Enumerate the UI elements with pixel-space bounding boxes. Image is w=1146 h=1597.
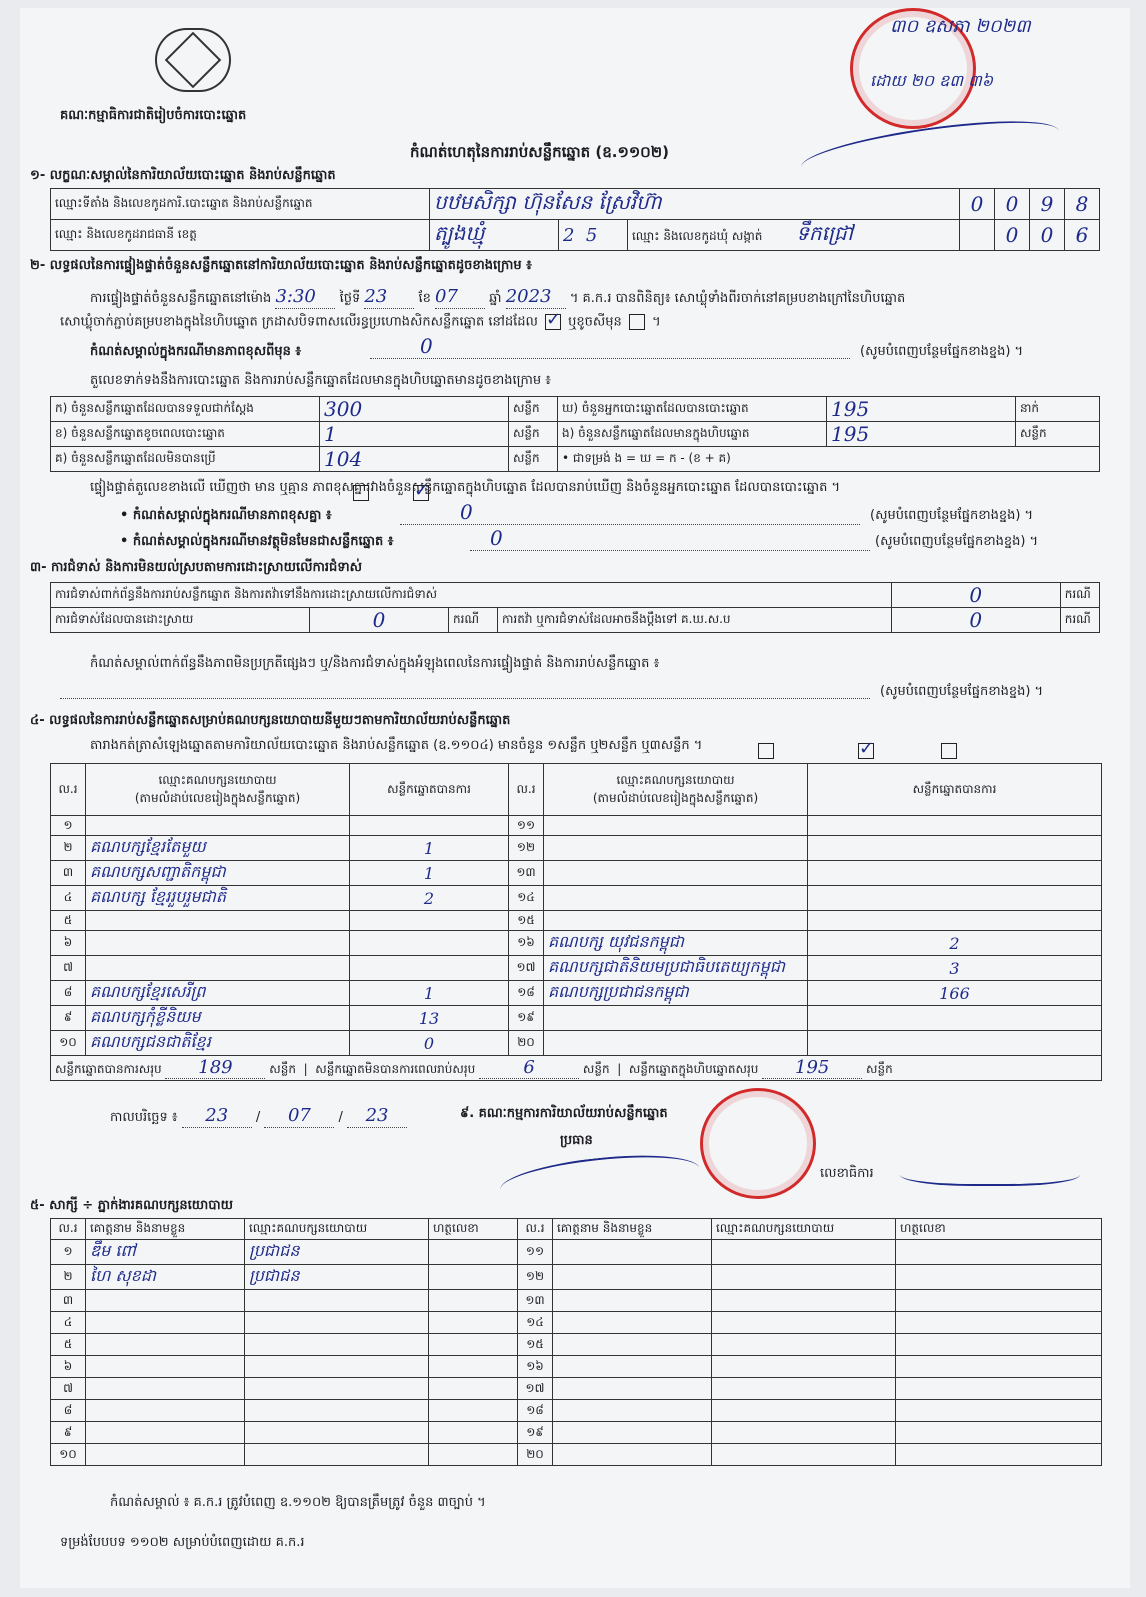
s1-code-digit: 9 xyxy=(1040,192,1054,216)
s2-compare-line xyxy=(90,480,840,496)
s2-year: 2023 xyxy=(506,286,566,309)
witness-party xyxy=(245,1400,429,1422)
witness-party xyxy=(712,1334,896,1356)
row-number-text: ២០ xyxy=(526,1446,544,1461)
row-number xyxy=(518,1334,553,1356)
witness-party xyxy=(245,1312,429,1334)
row-number-text: ៣ xyxy=(62,1292,74,1307)
row-number-text: ១៦ xyxy=(526,1358,544,1373)
party-name: គណបក្សខ្មែរសេរីព្រ xyxy=(90,982,206,1001)
s1-pcode-digit: 2 xyxy=(563,224,575,246)
s1-commune-label: ឈ្មោះ និងលេខកូដឃុំ សង្កាត់ xyxy=(632,229,763,243)
witness-signature xyxy=(429,1356,518,1378)
s4-h-party: ឈ្មោះគណបក្សនយោបាយ xyxy=(158,772,277,787)
s2-row-label: ខ) ចំនួនសន្លឹកឆ្នោតខូចពេលបោះឆ្នោត xyxy=(51,422,320,447)
s2-day: 23 xyxy=(364,286,414,309)
witness-party xyxy=(245,1265,429,1290)
table-row xyxy=(51,1334,1102,1356)
s2-line2-text: សោឃ្លុំចាក់ភ្ជាប់គម្របខាងក្នុងនៃហិបឆ្នោត ក្រដាសបិទពាសលើរន្ធប្រហោងសិកសន្លឹកឆ្នោត នៅដដែល xyxy=(60,314,538,330)
row-number xyxy=(51,1265,86,1290)
table-row xyxy=(51,1265,1102,1290)
s2-row-b xyxy=(51,422,1100,447)
s3-r2-value: 0 xyxy=(372,608,386,632)
table-row xyxy=(51,861,1102,886)
witness-name xyxy=(86,1356,245,1378)
row-number xyxy=(518,1290,553,1312)
row-number: ១៨ xyxy=(517,985,535,999)
row-number xyxy=(518,1378,553,1400)
s4-date-label: កាលបរិច្ឆេទ ៖ xyxy=(110,1110,178,1125)
row-number-text: ១០ xyxy=(59,1446,77,1461)
party-name: គណបក្សប្រជាជនកម្ពុជា xyxy=(548,982,689,1001)
row-number-text: ១៣ xyxy=(525,1292,545,1307)
s3-note-line xyxy=(60,698,870,699)
s4-title: ៤- លទ្ធផលនៃការរាប់សន្លឹកឆ្នោតសម្រាប់គណបក្សនយោបាយនីមួយៗតាមការិយាល័យរាប់សន្លឹកឆ្នោត xyxy=(30,713,511,728)
s2-row-label: ក) ចំនួនសន្លឹកឆ្នោតដែលបានទទួលជាក់ស្តែង xyxy=(51,397,320,422)
row-number xyxy=(51,1378,86,1400)
witness-name xyxy=(553,1265,712,1290)
witness-signature xyxy=(896,1334,1102,1356)
witness-name xyxy=(553,1400,712,1422)
table-row xyxy=(51,956,1102,981)
s1-ccode-digit: 6 xyxy=(1075,223,1089,247)
s4-total-invalid: 6 xyxy=(479,1057,579,1079)
s2-day-label: ថ្ងៃទី xyxy=(339,291,361,306)
witness-signature xyxy=(429,1378,518,1400)
table-row xyxy=(51,1240,1102,1265)
row-number xyxy=(518,1400,553,1422)
witness-signature xyxy=(896,1444,1102,1466)
s4-date-year: 23 xyxy=(347,1105,407,1128)
witness-signature xyxy=(429,1422,518,1444)
s4-total-invalid-label: សន្លឹកឆ្នោតមិនបានការពេលរាប់សរុប xyxy=(315,1062,476,1076)
s2-formula: • ជាទម្រង់ ង = ឃ = ក - (ខ + គ) xyxy=(558,447,1100,472)
s3-r2-label: ការជំទាស់ដែលបានដោះស្រាយ xyxy=(51,608,310,633)
s2-fill-hint-2: (សូមបំពេញបន្ថែមផ្នែកខាងខ្នង) ។ xyxy=(870,508,1034,523)
row-number xyxy=(518,1422,553,1444)
row-number-text: ២ xyxy=(63,1269,73,1283)
s2-title: ២- លទ្ធផលនៃការផ្ទៀងផ្ទាត់ចំនួនសន្លឹកឆ្នោតនៅការិយាល័យបោះឆ្នោត និងរាប់សន្លឹកឆ្នោតដូចខាងក្រោម ៖ xyxy=(30,258,532,273)
s4-h-votes: សន្លឹកឆ្នោតបានការ xyxy=(350,764,509,816)
witness-signature xyxy=(429,1290,518,1312)
s1-ccode-digit: 0 xyxy=(1005,223,1019,247)
s1-pcode-digit: 5 xyxy=(585,224,598,246)
vote-count: 1 xyxy=(423,983,435,1003)
s2-note-line xyxy=(370,358,850,359)
s2-row-label: គ) ចំនួនសន្លឹកឆ្នោតដែលមិនបានប្រើ xyxy=(51,447,320,472)
row-number xyxy=(518,1356,553,1378)
witness-name xyxy=(553,1290,712,1312)
row-number xyxy=(51,1290,86,1312)
witness-party xyxy=(712,1356,896,1378)
table-row xyxy=(51,836,1102,861)
s4-intro: តារាងកត់ត្រាសំឡេងឆ្នោតតាមការិយាល័យបោះឆ្នោត និងរាប់សន្លឹកឆ្នោត (ឧ.១១០៤) មានចំនួន ១សន្លឹក ឬ២សន្លឹក ឬ៣សន្លឹក ។ xyxy=(90,738,703,753)
s3-fill-hint: (សូមបំពេញបន្ថែមផ្នែកខាងខ្នង) ។ xyxy=(880,684,1044,699)
s2-month: 07 xyxy=(435,286,485,309)
witness-name xyxy=(553,1356,712,1378)
s3-unit: ករណី xyxy=(1060,608,1099,633)
s4-total-box: 195 xyxy=(762,1057,862,1079)
vote-count: 166 xyxy=(939,983,970,1003)
s2-row-unit: នាក់ xyxy=(1016,397,1100,422)
witness-party xyxy=(245,1356,429,1378)
s3-unit: ករណី xyxy=(449,608,498,633)
stamp-date-1: ៣០ ឧសភា ២០២៣ xyxy=(890,16,1031,37)
witness-name xyxy=(86,1378,245,1400)
row-number: ៦ xyxy=(63,935,73,949)
vote-count: 3 xyxy=(949,958,960,978)
witness-name xyxy=(553,1240,712,1265)
s2-note-value: 0 xyxy=(420,334,433,358)
row-number-text: ៦ xyxy=(63,1358,73,1373)
s2-intro: តួលេខទាក់ទងនឹងការបោះឆ្នោត និងការរាប់សន្លឹកឆ្នោតដែលមានក្នុងហិបឆ្នោតមានដូចខាងក្រោម ៖ xyxy=(90,373,551,388)
row-number-text: ៤ xyxy=(63,1314,73,1329)
row-number: ២០ xyxy=(517,1035,535,1049)
row-number-text: ១២ xyxy=(525,1269,545,1283)
witness-party xyxy=(245,1444,429,1466)
row-number xyxy=(51,1334,86,1356)
damaged-checkbox[interactable] xyxy=(629,314,645,330)
s2-bullet1-value: 0 xyxy=(460,500,473,524)
witness-name xyxy=(86,1265,245,1290)
row-number-text: ១១ xyxy=(525,1244,545,1258)
s3-unit: ករណី xyxy=(1060,583,1099,608)
s2-bullet2-line xyxy=(470,550,870,551)
row-number: ៨ xyxy=(63,985,73,999)
s2-bullet1-line xyxy=(400,524,860,525)
s4-total-box-label: សន្លឹកឆ្នោតក្នុងហិបឆ្នោតសរុប xyxy=(628,1062,759,1076)
s4-h-no: ល.រ xyxy=(51,764,86,816)
s4-h-no: ល.រ xyxy=(509,764,544,816)
row-number: ៣ xyxy=(62,865,74,879)
table-row xyxy=(51,1356,1102,1378)
s5-h-sig: ហត្ថលេខា xyxy=(896,1219,1102,1240)
table-row xyxy=(51,1031,1102,1056)
row-number: ៧ xyxy=(63,960,73,974)
vote-count: 2 xyxy=(423,888,435,908)
row-number: ១១ xyxy=(516,817,536,832)
s2-row-label: ង) ចំនួនសន្លឹកឆ្នោតដែលមានក្នុងហិបឆ្នោត xyxy=(558,422,827,447)
party-name: គណបក្សជនជាតិខ្មែរ xyxy=(90,1032,211,1051)
table-row xyxy=(51,1378,1102,1400)
s2-row-label: ឃ) ចំនួនអ្នកបោះឆ្នោតដែលបានបោះឆ្នោត xyxy=(558,397,827,422)
row-number-text: ១៥ xyxy=(526,1336,544,1351)
row-number-text: ៨ xyxy=(63,1402,73,1417)
s2-row-value: 104 xyxy=(324,447,363,471)
row-number xyxy=(51,1240,86,1265)
s2-bullet1: • កំណត់សម្គាល់ក្នុងករណីមានភាពខុសគ្នា ៖ xyxy=(120,508,332,523)
witness-name xyxy=(86,1240,245,1265)
table-row xyxy=(51,1006,1102,1031)
witness-party-text: ប្រជាជន xyxy=(249,1266,300,1285)
s5-h-name: គោត្តនាម និងនាមខ្លួន xyxy=(86,1219,245,1240)
s1-table xyxy=(50,188,1100,251)
s2-row-value: 195 xyxy=(831,422,870,446)
s1-code-digit: 0 xyxy=(970,192,984,216)
s2-bullet2-value: 0 xyxy=(490,526,503,550)
row-number: ១៣ xyxy=(516,865,536,879)
row-number-text: ១ xyxy=(63,1244,73,1258)
s3-r1-label: ការជំទាស់ពាក់ព័ន្ធនឹងការរាប់សន្លឹកឆ្នោត និងការតវ៉ាទៅនឹងការដោះស្រាយលើការជំទាស់ xyxy=(51,583,892,608)
row-number xyxy=(51,1444,86,1466)
s5-h-party: ឈ្មោះគណបក្សនយោបាយ xyxy=(712,1219,896,1240)
s4-date: កាលបរិច្ឆេទ ៖ 23 / 07 / 23 xyxy=(110,1105,407,1128)
s4-date-day: 23 xyxy=(182,1105,252,1128)
witness-signature xyxy=(429,1312,518,1334)
s2-line1 xyxy=(90,286,905,309)
one-sheet-checkbox[interactable] xyxy=(755,740,777,759)
s2-row-unit: សន្លឹក xyxy=(509,397,558,422)
witness-signature xyxy=(896,1290,1102,1312)
footer-form: ទម្រង់បែបបទ ១១០២ សម្រាប់បំពេញដោយ គ.ក.រ xyxy=(60,1535,305,1550)
table-row xyxy=(51,1444,1102,1466)
table-row xyxy=(51,1400,1102,1422)
table-row xyxy=(51,931,1102,956)
row-number xyxy=(51,1400,86,1422)
three-sheet-checkbox[interactable] xyxy=(938,740,960,759)
table-row xyxy=(51,1312,1102,1334)
row-number: ២ xyxy=(63,840,73,854)
witness-name xyxy=(553,1312,712,1334)
witness-name xyxy=(553,1444,712,1466)
row-number: ១៧ xyxy=(516,960,536,974)
witness-party xyxy=(245,1378,429,1400)
row-number-text: ៥ xyxy=(63,1336,73,1351)
witness-party xyxy=(712,1290,896,1312)
s1-row1-label: ឈ្មោះទីតាំង និងលេខកូដការិ.បោះឆ្នោត និងរាប់សន្លឹកឆ្នោត xyxy=(51,189,430,220)
row-number: ១៦ xyxy=(517,935,535,949)
party-name: គណបក្ស ខ្មែររួបរួមជាតិ xyxy=(90,887,227,906)
row-number: ១៤ xyxy=(517,890,535,904)
s2-row-value: 1 xyxy=(324,422,337,446)
vote-count: 1 xyxy=(423,838,435,858)
row-number-text: ១៧ xyxy=(525,1380,545,1395)
org-name: គណៈកម្មាធិការជាតិរៀបចំការបោះឆ្នោត xyxy=(60,108,247,123)
s2-bullet2: • កំណត់សម្គាល់ក្នុងករណីមានវត្ថុមិនមែនជាសន្លឹកឆ្នោត ៖ xyxy=(120,534,394,549)
s1-title: ១- លក្ខណៈសម្គាល់នៃការិយាល័យបោះឆ្នោត និងរាប់សន្លឹកឆ្នោត xyxy=(30,168,336,183)
row-number: ៥ xyxy=(63,912,73,927)
s5-h-sig: ហត្ថលេខា xyxy=(429,1219,518,1240)
s4-total-valid: 189 xyxy=(165,1057,265,1079)
witness-party xyxy=(245,1240,429,1265)
row-number: ១៩ xyxy=(517,1010,535,1024)
party-name: គណបក្សសញ្ជាតិកម្ពុជា xyxy=(90,862,226,881)
s5-h-no: ល.រ xyxy=(518,1219,553,1240)
row-number: ១០ xyxy=(59,1035,77,1049)
s2-row-value: 300 xyxy=(324,397,363,421)
row-number: ៩ xyxy=(63,1010,73,1024)
witness-signature xyxy=(896,1356,1102,1378)
row-number xyxy=(518,1444,553,1466)
s2-row-unit: សន្លឹក xyxy=(509,422,558,447)
s3-r2b-label: ការតវ៉ា ឬការជំទាស់ដែលអាចនឹងប្តឹងទៅ គ.ឃ.ស.ប xyxy=(498,608,892,633)
s5-title: ៥- សាក្សី ÷ ភ្នាក់ងារគណបក្សនយោបាយ xyxy=(30,1198,233,1213)
s4-committee: ៩. គណៈកម្មការការិយាល័យរាប់សន្លឹកឆ្នោត xyxy=(460,1106,668,1121)
nec-emblem-icon xyxy=(155,28,231,92)
row-number xyxy=(518,1312,553,1334)
witness-name xyxy=(86,1400,245,1422)
witness-name xyxy=(553,1334,712,1356)
witness-signature xyxy=(429,1400,518,1422)
s3-r1-value: 0 xyxy=(969,583,983,607)
s2-row-value: 195 xyxy=(831,397,870,421)
row-number xyxy=(518,1265,553,1290)
has-difference-checkbox[interactable] xyxy=(350,482,372,501)
s4-total-valid-label: សន្លឹកឆ្នោតបានការសរុប xyxy=(55,1062,162,1076)
witness-signature xyxy=(429,1265,518,1290)
chair-signature xyxy=(498,1148,701,1211)
s1-code-digit: 0 xyxy=(1005,192,1019,216)
row-number-text: ៧ xyxy=(63,1380,73,1395)
s2-row-unit: សន្លឹក xyxy=(509,447,558,472)
witness-name xyxy=(86,1422,245,1444)
s4-h-party2: (តាមលំដាប់លេខរៀងក្នុងសន្លឹកឆ្នោត) xyxy=(134,790,301,805)
table-row xyxy=(51,1290,1102,1312)
footer-note: កំណត់សម្គាល់ ៖ គ.ក.រ ត្រូវបំពេញ ឧ.១១០២ ឱ្យបានត្រឹមត្រូវ ចំនួន ៣ច្បាប់ ។ xyxy=(110,1495,486,1510)
witness-name xyxy=(553,1422,712,1444)
row-number-text: ១៤ xyxy=(526,1314,544,1329)
s3-note: កំណត់សម្គាល់ពាក់ព័ន្ធនឹងភាពមិនប្រក្រតីផ្សេងៗ ឬ/និងការជំទាស់ក្នុងអំឡុងពេលនៃការផ្ទៀងផ្ទាត់ និងការរាប់សន្លឹកឆ្នោត ៖ xyxy=(90,656,660,671)
s2-line1-b: ។ គ.ក.រ បានពិនិត្យ៖ សោឃ្លុំទាំងពីរចាក់នៅគម្របខាងក្រៅនៃហិបឆ្នោត xyxy=(569,291,906,306)
chair-label: ប្រធាន xyxy=(560,1133,593,1148)
witness-party xyxy=(712,1312,896,1334)
s3-title: ៣- ការជំទាស់ និងការមិនយល់ស្របតាមការដោះស្រាយលើការជំទាស់ xyxy=(30,560,362,575)
table-row xyxy=(51,816,1102,836)
s1-row2-label: ឈ្មោះ និងលេខកូដរាជធានី ខេត្ត xyxy=(51,220,430,251)
witness-party-text: ប្រជាជន xyxy=(249,1241,300,1260)
s5-witness-table xyxy=(50,1218,1102,1466)
s2-row-unit: សន្លឹក xyxy=(1016,422,1100,447)
witness-signature xyxy=(896,1240,1102,1265)
witness-party xyxy=(245,1290,429,1312)
witness-signature xyxy=(429,1334,518,1356)
s1-ccode-digit: 0 xyxy=(1040,223,1054,247)
table-row xyxy=(51,911,1102,931)
s5-h-name: គោត្តនាម និងនាមខ្លួន xyxy=(553,1219,712,1240)
s2-month-label: ខែ xyxy=(418,291,431,306)
party-name: គណបក្សកុំខ្លីនិយម xyxy=(90,1007,201,1026)
stamp-date-2: ដោយ ២០ ឧ៣ ៣៦ xyxy=(870,71,994,90)
vote-count: 0 xyxy=(423,1033,435,1053)
s4-h-votes: សន្លឹកឆ្នោតបានការ xyxy=(808,764,1102,816)
witness-party xyxy=(245,1334,429,1356)
witness-signature xyxy=(429,1444,518,1466)
s4-votes-table xyxy=(50,763,1102,1081)
red-seal-bottom xyxy=(700,1088,816,1199)
row-number-text: ១៩ xyxy=(526,1424,544,1439)
intact-checkbox[interactable] xyxy=(545,314,561,330)
witness-signature xyxy=(896,1422,1102,1444)
party-name: គណបក្សខ្មែរតែមួយ xyxy=(90,837,206,856)
s1-code-digit: 8 xyxy=(1075,192,1089,216)
witness-name-text: ឌឹម ពៅ xyxy=(90,1241,136,1260)
s2-year-label: ឆ្នាំ xyxy=(489,291,502,306)
table-row xyxy=(51,981,1102,1006)
row-number xyxy=(518,1240,553,1265)
witness-name xyxy=(86,1290,245,1312)
s2-line1-a: ការផ្ទៀងផ្ទាត់ចំនួនសន្លឹកឆ្នោតនៅម៉ោង xyxy=(90,291,272,306)
witness-name-text: ហៃ សុខដា xyxy=(90,1266,157,1285)
s2-fill-hint: (សូមបំពេញបន្ថែមផ្នែកខាងខ្នង) ។ xyxy=(860,344,1024,359)
witness-party xyxy=(712,1422,896,1444)
witness-party xyxy=(712,1444,896,1466)
s2-intact-label: ឬខូចសីមុន xyxy=(568,314,622,330)
witness-name xyxy=(553,1378,712,1400)
s2-line2: សោឃ្លុំចាក់ភ្ជាប់គម្របខាងក្នុងនៃហិបឆ្នោត ក្រដាសបិទពាសលើរន្ធប្រហោងសិកសន្លឹកឆ្នោត នៅដដែល ✓ ឬខូចសីមុន ។ xyxy=(60,314,661,330)
row-number: ១៥ xyxy=(517,912,535,927)
row-number-text: ១៨ xyxy=(526,1402,544,1417)
s1-station-name: បឋមសិក្សា ហ៊ុនសែន ស្រែវិហ៊ា xyxy=(434,190,662,214)
secretary-signature xyxy=(900,1158,1080,1186)
witness-party xyxy=(712,1240,896,1265)
witness-name xyxy=(86,1444,245,1466)
s1-commune: ទឹកជ្រៅ xyxy=(796,221,853,245)
s2-figures-table xyxy=(50,396,1100,472)
s4-unit: សន្លឹក xyxy=(582,1062,610,1076)
s2-compare-text: ផ្ទៀងផ្ទាត់តួលេខខាងលើ ឃើញថា មាន ឬគ្មាន ភាពខុសគ្នារវាងចំនួនសន្លឹកឆ្នោតក្នុងហិបឆ្នោត ដែលបានរាប់ឃើញ និងចំនួនអ្នកបោះឆ្នោត ដែលបានបោះឆ្នោត ។ xyxy=(90,480,841,495)
witness-name xyxy=(86,1312,245,1334)
s3-r2b-value: 0 xyxy=(969,608,983,632)
s2-note-label: កំណត់សម្គាល់ក្នុងករណីមានភាពខុសពីមុន ៖ xyxy=(90,344,302,359)
row-number: ១ xyxy=(63,817,73,832)
s4-unit: សន្លឹក xyxy=(269,1062,296,1076)
witness-party xyxy=(245,1422,429,1444)
s4-date-month: 07 xyxy=(264,1105,334,1128)
s1-province: ត្បូងឃ្មុំ xyxy=(434,221,485,245)
witness-name xyxy=(86,1334,245,1356)
party-name: គណបក្ស យុវជនកម្ពុជា xyxy=(548,932,685,951)
witness-party xyxy=(712,1265,896,1290)
s4-totals-row: សន្លឹកឆ្នោតបានការសរុប 189 សន្លឹក | សន្លឹកឆ្នោតមិនបានការពេលរាប់សរុប 6 សន្លឹក | សន្លឹកឆ្នោតក្នុងហិបឆ្នោតសរុប 195 សន្លឹក xyxy=(51,1056,1102,1081)
witness-signature xyxy=(429,1240,518,1265)
form-title: កំណត់ហេតុនៃការរាប់សន្លឹកឆ្នោត (ឧ.១១០២) xyxy=(410,143,670,161)
s5-h-no: ល.រ xyxy=(51,1219,86,1240)
witness-signature xyxy=(896,1400,1102,1422)
s4-unit: សន្លឹក xyxy=(866,1062,893,1076)
witness-party xyxy=(712,1400,896,1422)
s4-h-party: ឈ្មោះគណបក្សនយោបាយ xyxy=(616,772,735,787)
secretary-label: លេខាធិការ xyxy=(820,1166,874,1181)
witness-signature xyxy=(896,1312,1102,1334)
s2-time: 3:30 xyxy=(275,286,335,309)
party-name: គណបក្សជាតិនិយមប្រជាធិបតេយ្យកម្ពុជា xyxy=(548,957,785,976)
table-row xyxy=(51,886,1102,911)
row-number-text: ៩ xyxy=(63,1424,73,1439)
table-row xyxy=(51,1422,1102,1444)
no-difference-checkbox[interactable] xyxy=(410,482,432,501)
two-sheet-checkbox[interactable] xyxy=(855,740,877,759)
s3-table xyxy=(50,582,1100,633)
row-number xyxy=(51,1356,86,1378)
vote-count: 13 xyxy=(418,1008,440,1028)
s2-row-a xyxy=(51,397,1100,422)
vote-count: 2 xyxy=(949,933,960,953)
s2-row-c xyxy=(51,447,1100,472)
s5-h-party: ឈ្មោះគណបក្សនយោបាយ xyxy=(245,1219,429,1240)
witness-signature xyxy=(896,1265,1102,1290)
s2-fill-hint-3: (សូមបំពេញបន្ថែមផ្នែកខាងខ្នង) ។ xyxy=(875,534,1039,549)
vote-count: 1 xyxy=(423,863,435,883)
s4-h-party2: (តាមលំដាប់លេខរៀងក្នុងសន្លឹកឆ្នោត) xyxy=(592,790,759,805)
form-page xyxy=(20,8,1130,1588)
witness-party xyxy=(712,1378,896,1400)
witness-signature xyxy=(896,1378,1102,1400)
row-number xyxy=(51,1422,86,1444)
row-number xyxy=(51,1312,86,1334)
row-number: ៤ xyxy=(63,890,73,904)
row-number: ១២ xyxy=(516,840,536,854)
